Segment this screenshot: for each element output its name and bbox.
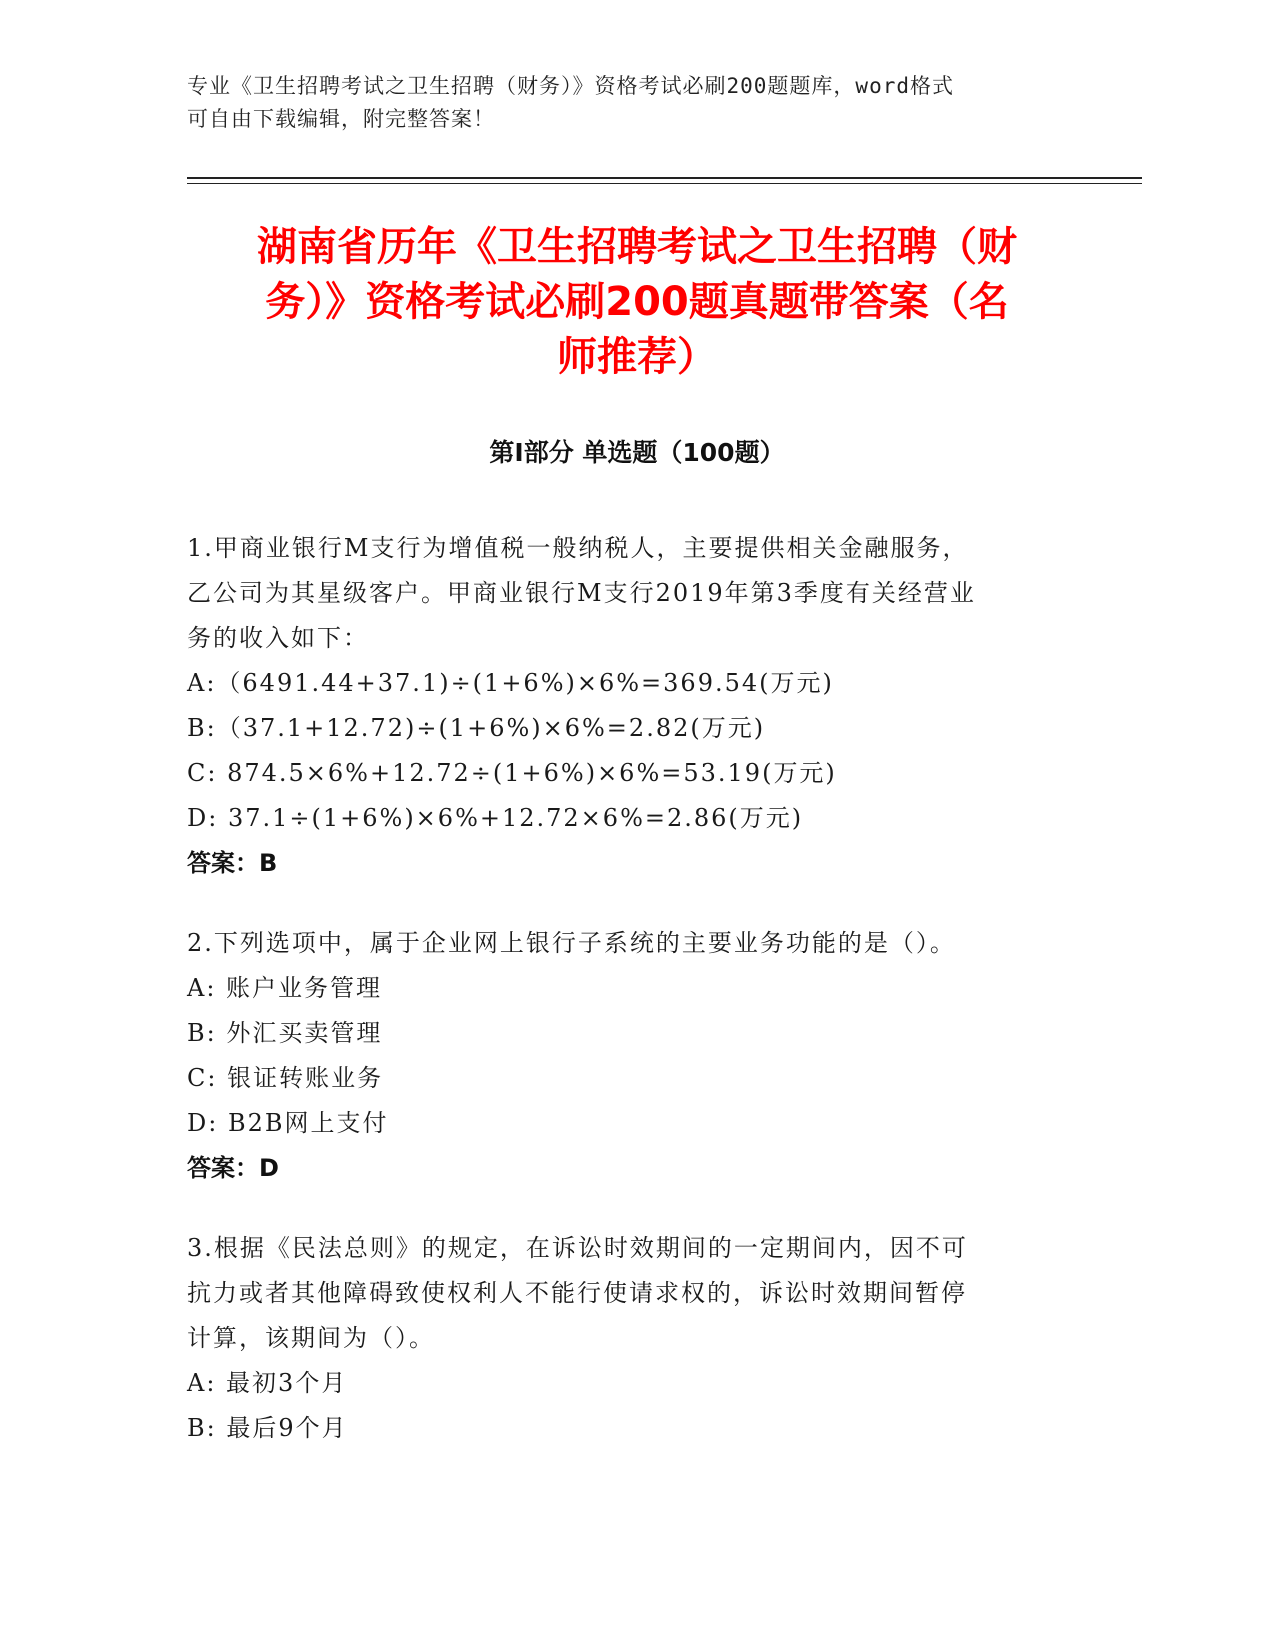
question-stem-line: 抗力或者其他障碍致使权利人不能行使请求权的，诉讼时效期间暂停 [187,1279,967,1307]
answer: 答案：B [187,849,278,877]
question-stem-line: 1.甲商业银行M支行为增值税一般纳税人，主要提供相关金融服务， [187,534,969,562]
question-2 [187,921,1067,1191]
question-stem-line: 务的收入如下： [187,624,369,652]
header-divider-thin [187,183,1142,184]
title-line: 务）》资格考试必刷200题真题带答案（名 [265,279,1009,325]
title-line: 师推荐） [557,334,717,380]
option-a: A: 账户业务管理 [187,974,383,1002]
option-c: C: 874.5×6%+12.72÷(1+6%)×6%=53.19(万元) [187,759,837,787]
question-stem-line: 3.根据《民法总则》的规定，在诉讼时效期间的一定期间内，因不可 [187,1234,968,1262]
question-3 [187,1226,1067,1451]
question-stem-line: 计算，该期间为（）。 [187,1324,435,1352]
option-d: D: B2B网上支付 [187,1109,389,1137]
page-header [187,70,1087,136]
option-b: B:（37.1+12.72)÷(1+6%)×6%=2.82(万元) [187,714,766,742]
header-line: 可自由下载编辑，附完整答案！ [187,107,495,131]
title-line: 湖南省历年《卫生招聘考试之卫生招聘（财 [257,224,1017,270]
option-b: B: 最后9个月 [187,1414,348,1442]
question-stem-line: 2.下列选项中，属于企业网上银行子系统的主要业务功能的是（）。 [187,929,956,957]
question-stem-line: 乙公司为其星级客户。甲商业银行M支行2019年第3季度有关经营业 [187,579,976,607]
option-b: B: 外汇买卖管理 [187,1019,383,1047]
document-title [187,220,1087,385]
section-heading: 第Ⅰ部分 单选题（100题） [489,438,785,467]
option-a: A:（6491.44+37.1)÷(1+6%)×6%=369.54(万元) [187,669,834,697]
option-c: C: 银证转账业务 [187,1064,384,1092]
answer: 答案：D [187,1154,279,1182]
question-1 [187,526,1067,886]
question-list [187,526,1067,1486]
header-divider-thick [187,177,1142,179]
option-a: A: 最初3个月 [187,1369,348,1397]
header-line: 专业《卫生招聘考试之卫生招聘（财务）》资格考试必刷200题题库，word格式 [187,74,954,98]
option-d: D: 37.1÷(1+6%)×6%+12.72×6%=2.86(万元) [187,804,804,832]
